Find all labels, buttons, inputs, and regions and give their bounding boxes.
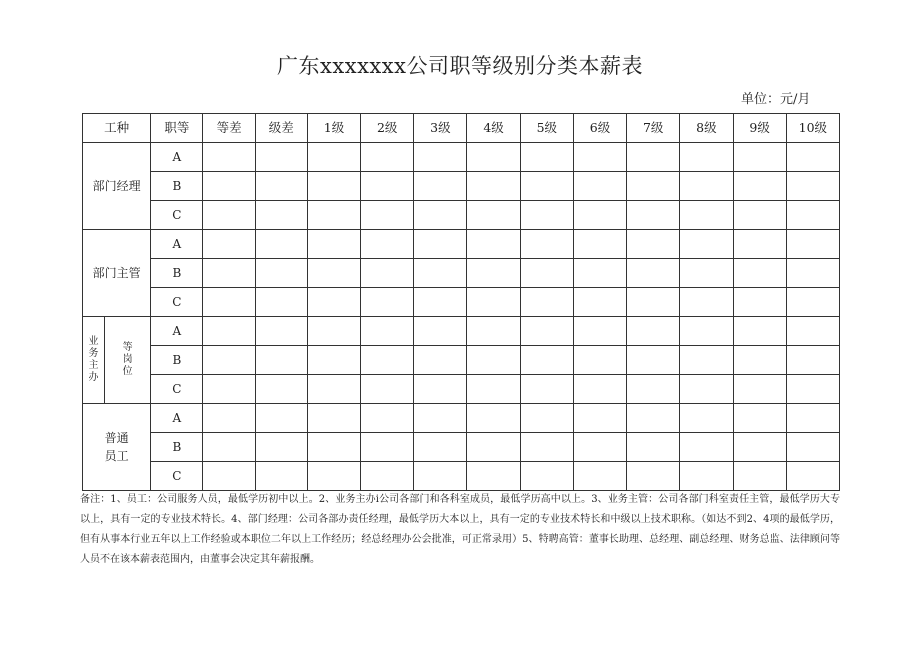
header-job-type: 工种 xyxy=(83,114,151,143)
header-level-1: 1级 xyxy=(307,114,360,143)
table-row xyxy=(83,433,840,462)
group-dept-supervisor: 部门主管 xyxy=(83,230,151,317)
table-row xyxy=(83,346,840,375)
table-row xyxy=(83,288,840,317)
table-row xyxy=(83,404,840,433)
grade-cell: B xyxy=(151,346,203,375)
header-level-8: 8级 xyxy=(680,114,733,143)
header-level-3: 3级 xyxy=(414,114,467,143)
unit-label: 单位：元/月 xyxy=(741,92,811,107)
header-level-7: 7级 xyxy=(627,114,680,143)
salary-table xyxy=(82,113,840,491)
grade-cell: B xyxy=(151,172,203,201)
grade-cell: C xyxy=(151,201,203,230)
header-level-4: 4级 xyxy=(467,114,520,143)
header-row xyxy=(83,114,840,143)
grade-cell: B xyxy=(151,259,203,288)
group-staff xyxy=(83,404,151,491)
group-staff-line2: 员工 xyxy=(104,449,129,463)
grade-cell: A xyxy=(151,404,203,433)
header-level-9: 9级 xyxy=(733,114,786,143)
group-business-outer xyxy=(83,317,105,404)
header-level-10: 10级 xyxy=(786,114,839,143)
group-business-outer-label: 业务主办 xyxy=(88,336,99,383)
notes-paragraph: 备注：1、员工：公司服务人员，最低学历初中以上。2、业务主办i公司各部门和各科室成员，最低学历高中以上。3、业务主管：公司各部门科室责任主管，最低学历大专以上，具有一定的专业技术特长。4、部门经理：公司各部办责任经理，最低学历大本以上，具有一定的专业技术特长和中级以上技术职称。（如达不到2、4项的最低学历，但有从事本行业五年以上工作经验或本职位二年以上工作经历；经总经理办公会批准，可正常录用）5、特聘高管：董事长助理、总经理、副总经理、财务总监、法律顾问等人员不在该本薪表范围内，由董事会决定其年薪报酬。 xyxy=(80,494,840,565)
group-staff-line1: 普通 xyxy=(104,431,129,445)
header-level-2: 2级 xyxy=(361,114,414,143)
table-row xyxy=(83,462,840,491)
header-level-diff: 级差 xyxy=(255,114,307,143)
grade-cell: C xyxy=(151,375,203,404)
table-row xyxy=(83,172,840,201)
page-title: 广东xxxxxxx公司职等级别分类本薪表 xyxy=(277,54,643,78)
grade-cell: A xyxy=(151,230,203,259)
header-grade: 职等 xyxy=(151,114,203,143)
grade-cell: C xyxy=(151,462,203,491)
table-row xyxy=(83,230,840,259)
header-level-6: 6级 xyxy=(573,114,626,143)
grade-cell: B xyxy=(151,433,203,462)
group-business-inner-label: 等岗位 xyxy=(122,342,133,377)
group-dept-manager: 部门经理 xyxy=(83,143,151,230)
group-business-inner xyxy=(105,317,151,404)
grade-cell: C xyxy=(151,288,203,317)
grade-cell: A xyxy=(151,317,203,346)
table-row xyxy=(83,375,840,404)
table-row xyxy=(83,317,840,346)
grade-cell: A xyxy=(151,143,203,172)
header-grade-diff: 等差 xyxy=(203,114,255,143)
table-row xyxy=(83,143,840,172)
header-level-5: 5级 xyxy=(520,114,573,143)
table-row xyxy=(83,259,840,288)
table-row xyxy=(83,201,840,230)
